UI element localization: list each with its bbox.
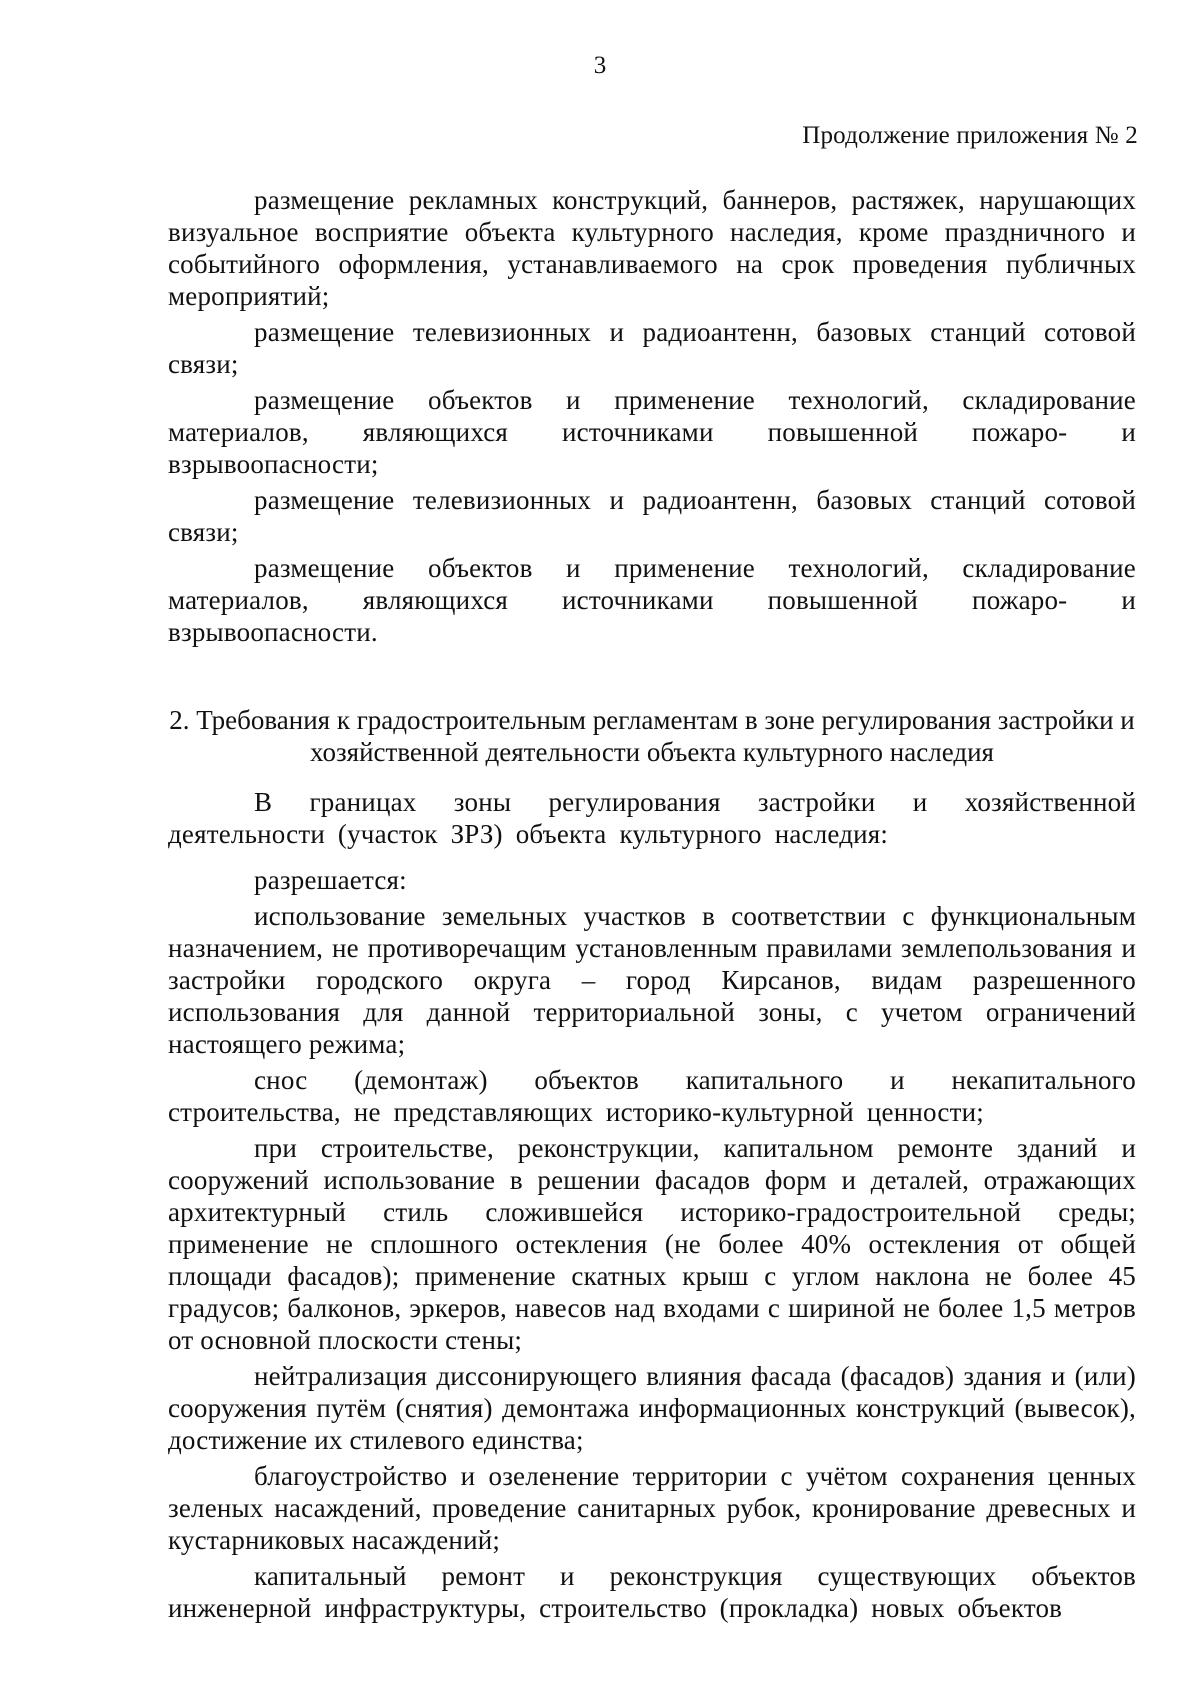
document-body	[168, 184, 1136, 1628]
paragraph: капитальный ремонт и реконструкция существующих объектов инженерной инфраструктуры, строительство (прокладка) новых объектов	[168, 1561, 1136, 1623]
page-number: 3	[593, 52, 607, 79]
section-heading: 2. Требования к градостроительным регламентам в зоне регулирования застройки и хозяйственной деятельности объекта культурного наследия	[169, 705, 1135, 767]
paragraph: нейтрализация диссонирующего влияния фасада (фасадов) здания и (или) сооружения путём (снятия) демонтажа информационных конструкций (вывесок), достижение их стилевого единства;	[168, 1361, 1136, 1455]
appendix-label: Продолжение приложения № 2	[802, 122, 1138, 149]
paragraph: благоустройство и озеленение территории с учётом сохранения ценных зеленых насаждений, проведение санитарных рубок, кронирование древесных и кустарниковых насаждений;	[168, 1461, 1136, 1555]
paragraph: размещение телевизионных и радиоантенн, базовых станций сотовой связи;	[168, 317, 1136, 379]
paragraph: размещение объектов и применение технологий, складирование материалов, являющихся источниками повышенной пожаро- и взрывоопасности;	[168, 385, 1136, 479]
paragraph: размещение рекламных конструкций, баннеров, растяжек, нарушающих визуальное восприятие объекта культурного наследия, кроме праздничного и событийного оформления, устанавливаемого на срок проведения публичных мероприятий;	[168, 185, 1136, 311]
paragraph: при строительстве, реконструкции, капитальном ремонте зданий и сооружений использование в решении фасадов форм и деталей, отражающих архитектурный стиль сложившейся историко-градостроительной среды; применение не сплошного остекления (не более 40% остекления от общей площади фасадов); применение скатных крыш с углом наклона не более 45 градусов; балконов, эркеров, навесов над входами с шириной не более 1,5 метров от основной плоскости стены;	[168, 1133, 1136, 1355]
paragraph: использование земельных участков в соответствии с функциональным назначением, не противоречащим установленным правилами землепользования и застройки городского округа – город Кирсанов, видам разрешенного использования для данной территориальной зоны, с учетом ограничений настоящего режима;	[168, 901, 1136, 1059]
intro-paragraph: В границах зоны регулирования застройки и хозяйственной деятельности (участок ЗРЗ) объекта культурного наследия:	[168, 787, 1136, 849]
allowed-label: разрешается:	[254, 865, 407, 895]
paragraph: размещение телевизионных и радиоантенн, базовых станций сотовой связи;	[168, 485, 1136, 547]
paragraph: размещение объектов и применение технологий, складирование материалов, являющихся источниками повышенной пожаро- и взрывоопасности.	[168, 553, 1136, 647]
paragraph: снос (демонтаж) объектов капитального и некапитального строительства, не представляющих историко-культурной ценности;	[168, 1065, 1136, 1127]
